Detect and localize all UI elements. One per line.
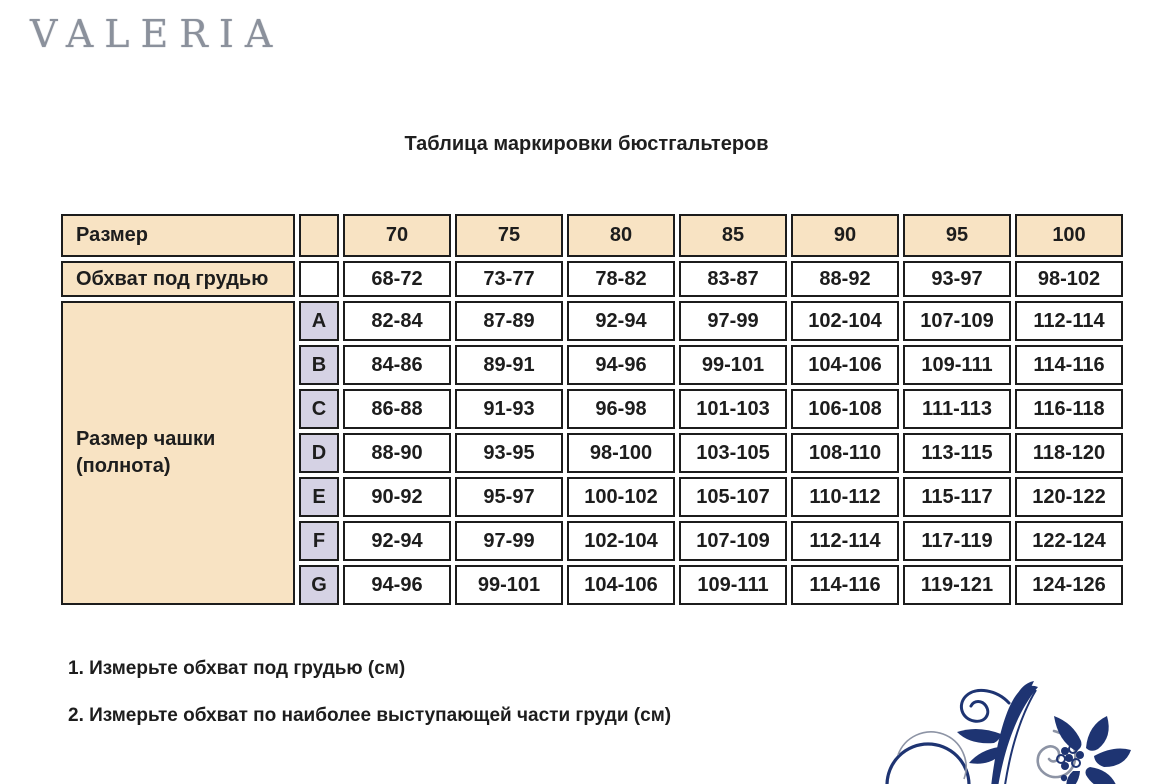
underbust-cell: 88-92 — [791, 261, 899, 297]
measurement-cell: 107-109 — [679, 521, 787, 561]
measurement-cell: 120-122 — [1015, 477, 1123, 517]
measurement-cell: 110-112 — [791, 477, 899, 517]
swirl-circle-icon — [887, 732, 969, 784]
measurement-cell: 102-104 — [791, 301, 899, 341]
size-header-cell: 85 — [679, 214, 787, 257]
cup-letter-cell: C — [299, 389, 339, 429]
measurement-cell: 114-116 — [791, 565, 899, 605]
instructions-list — [68, 658, 671, 752]
measurement-cell: 102-104 — [567, 521, 675, 561]
measurement-cell: 109-111 — [679, 565, 787, 605]
measurement-cell: 93-95 — [455, 433, 563, 473]
underbust-cell: 93-97 — [903, 261, 1011, 297]
measurement-cell: 101-103 — [679, 389, 787, 429]
brand-logo: VALERIA — [30, 12, 284, 56]
measurement-cell: 97-99 — [455, 521, 563, 561]
measurement-cell: 119-121 — [903, 565, 1011, 605]
spacer-cell — [299, 214, 339, 257]
size-header-cell: 90 — [791, 214, 899, 257]
measurement-cell: 109-111 — [903, 345, 1011, 385]
size-header-cell: 70 — [343, 214, 451, 257]
cup-letter-cell: A — [299, 301, 339, 341]
cup-letter-cell: E — [299, 477, 339, 517]
underbust-row — [61, 261, 1123, 297]
spacer-cell — [299, 261, 339, 297]
underbust-cell: 98-102 — [1015, 261, 1123, 297]
measurement-cell: 107-109 — [903, 301, 1011, 341]
instruction-item: 1. Измерьте обхват под грудью (см) — [68, 658, 406, 679]
underbust-cell: 78-82 — [567, 261, 675, 297]
measurement-cell: 92-94 — [343, 521, 451, 561]
measurement-cell: 96-98 — [567, 389, 675, 429]
underbust-cell: 68-72 — [343, 261, 451, 297]
measurement-cell: 113-115 — [903, 433, 1011, 473]
measurement-cell: 100-102 — [567, 477, 675, 517]
measurement-cell: 115-117 — [903, 477, 1011, 517]
measurement-cell: 103-105 — [679, 433, 787, 473]
underbust-cell: 83-87 — [679, 261, 787, 297]
measurement-cell: 118-120 — [1015, 433, 1123, 473]
underbust-cell: 73-77 — [455, 261, 563, 297]
measurement-cell: 94-96 — [343, 565, 451, 605]
measurement-cell: 105-107 — [679, 477, 787, 517]
measurement-cell: 122-124 — [1015, 521, 1123, 561]
cup-letter-cell: G — [299, 565, 339, 605]
cup-letter-cell: B — [299, 345, 339, 385]
measurement-cell: 106-108 — [791, 389, 899, 429]
measurement-cell: 116-118 — [1015, 389, 1123, 429]
measurement-cell: 114-116 — [1015, 345, 1123, 385]
measurement-cell: 111-113 — [903, 389, 1011, 429]
measurement-cell: 104-106 — [791, 345, 899, 385]
measurement-cell: 104-106 — [567, 565, 675, 605]
page-title: Таблица маркировки бюстгальтеров — [404, 133, 769, 155]
size-header-cell: 95 — [903, 214, 1011, 257]
measurement-cell: 99-101 — [679, 345, 787, 385]
measurement-cell: 82-84 — [343, 301, 451, 341]
cup-row — [61, 301, 1123, 341]
measurement-cell: 117-119 — [903, 521, 1011, 561]
measurement-cell: 112-114 — [1015, 301, 1123, 341]
measurement-cell: 92-94 — [567, 301, 675, 341]
measurement-cell: 87-89 — [455, 301, 563, 341]
cup-block-label: Размер чашки (полнота) — [61, 301, 295, 605]
underbust-row-label: Обхват под грудью — [61, 261, 295, 297]
cup-letter-cell: D — [299, 433, 339, 473]
measurement-cell: 112-114 — [791, 521, 899, 561]
size-header-cell: 75 — [455, 214, 563, 257]
measurement-cell: 99-101 — [455, 565, 563, 605]
size-row-label: Размер — [61, 214, 295, 257]
measurement-cell: 84-86 — [343, 345, 451, 385]
measurement-cell: 89-91 — [455, 345, 563, 385]
stem-icon — [957, 681, 1038, 784]
measurement-cell: 97-99 — [679, 301, 787, 341]
measurement-cell: 86-88 — [343, 389, 451, 429]
floral-flourish-decoration — [858, 663, 1170, 784]
measurement-cell: 90-92 — [343, 477, 451, 517]
bra-size-table — [57, 210, 1127, 609]
size-header-cell: 80 — [567, 214, 675, 257]
measurement-cell: 95-97 — [455, 477, 563, 517]
measurement-cell: 98-100 — [567, 433, 675, 473]
instruction-item: 2. Измерьте обхват по наиболее выступающей части груди (см) — [68, 705, 672, 726]
measurement-cell: 91-93 — [455, 389, 563, 429]
measurement-cell: 88-90 — [343, 433, 451, 473]
measurement-cell: 124-126 — [1015, 565, 1123, 605]
cup-letter-cell: F — [299, 521, 339, 561]
measurement-cell: 108-110 — [791, 433, 899, 473]
size-header-cell: 100 — [1015, 214, 1123, 257]
measurement-cell: 94-96 — [567, 345, 675, 385]
size-header-row — [61, 214, 1123, 257]
